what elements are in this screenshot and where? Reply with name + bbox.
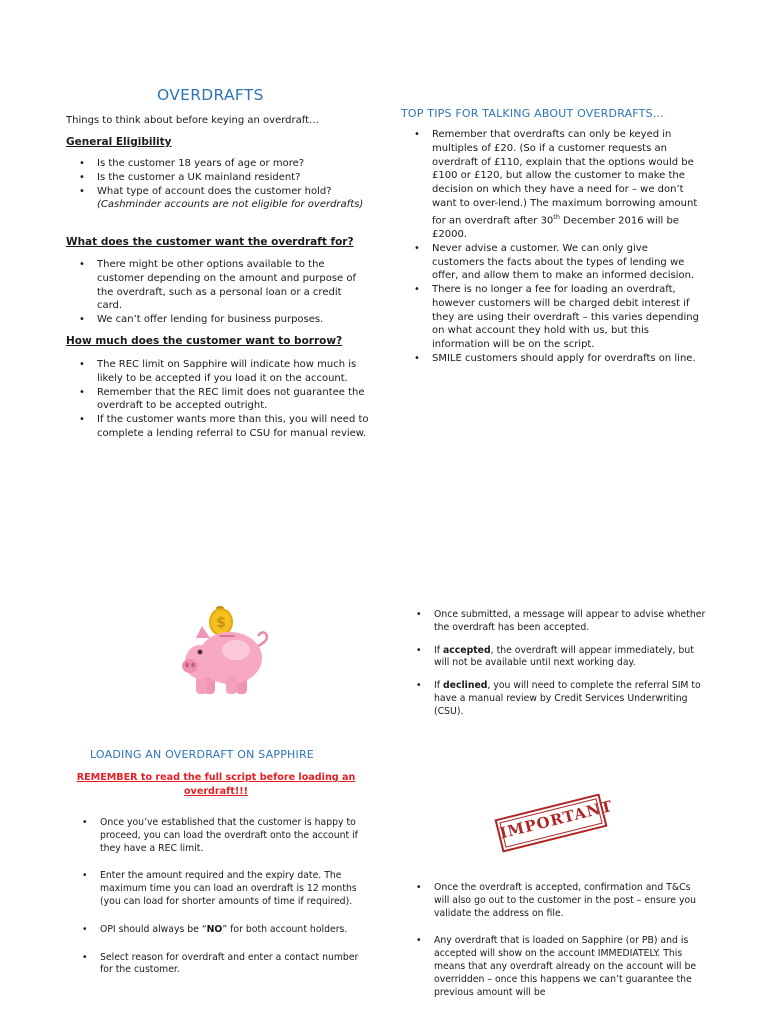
- general-eligibility-heading: General Eligibility: [66, 136, 172, 148]
- list-item: • There might be other options available to the customer depending on the amount and purpose of the overdraft, such as a personal loan or a credit card.: [66, 258, 366, 313]
- list-item: [410, 680, 706, 718]
- list-item: • Enter the amount required and the expiry date. The maximum time you can load an overdraft is 12 months (you can load for shorter amounts of time if required).: [76, 870, 372, 908]
- list-item: • Select reason for overdraft and enter a contact number for the customer.: [76, 952, 372, 978]
- accepted-bold: accepted: [442, 644, 491, 656]
- list-item: [76, 924, 372, 937]
- loading-steps-list: [76, 817, 372, 992]
- page-title: OVERDRAFTS: [157, 86, 264, 104]
- list-item-text: If: [434, 680, 443, 692]
- general-eligibility-list: [66, 157, 366, 212]
- list-item: • Never advise a customer. We can only give customers the facts about the types of lending we offer, and allow them to make an informed decision.: [401, 242, 701, 283]
- list-item: • We can’t offer lending for business purposes.: [66, 313, 366, 327]
- list-item: • Is the customer 18 years of age or more?: [66, 157, 366, 171]
- purpose-list: [66, 258, 366, 327]
- remember-warning: REMEMBER to read the full script before loading an overdraft!!!: [76, 772, 356, 797]
- loading-heading: LOADING AN OVERDRAFT ON SAPPHIRE: [90, 748, 314, 761]
- piggy-bank-icon: [176, 604, 274, 700]
- list-item: [401, 128, 701, 242]
- list-item: • The REC limit on Sapphire will indicate how much is likely to be accepted if you load it on the account.: [66, 358, 376, 386]
- list-item-text: If: [434, 644, 443, 656]
- list-item: • Once the overdraft is accepted, confirmation and T&Cs will also go out to the customer in the post – ensure you validate the address on file.: [410, 882, 706, 920]
- list-item: • Is the customer a UK mainland resident?: [66, 171, 366, 185]
- list-item: • Remember that the REC limit does not guarantee the overdraft to be accepted outright.: [66, 386, 376, 414]
- list-item: [66, 185, 366, 213]
- list-item: • If the customer wants more than this, you will need to complete a lending referral to CSU for manual review.: [66, 413, 376, 441]
- list-item-text: ” for both account holders.: [222, 923, 348, 935]
- after-submit-list: [410, 609, 706, 729]
- list-item-text: , the overdraft will appear immediately, but will not be available until next working day.: [434, 644, 694, 669]
- list-item: • SMILE customers should apply for overdrafts on line.: [401, 352, 701, 366]
- purpose-heading: What does the customer want the overdraft for?: [66, 236, 354, 248]
- tip-text-end: December 2016 will be £2000.: [432, 215, 680, 240]
- borrow-list: [66, 358, 376, 441]
- top-tips-list: [401, 128, 701, 366]
- list-item-text: , you will need to complete the referral SIM to have a manual review by Credit Services Underwriting (CSU).: [434, 680, 701, 717]
- important-stamp: IMPORTANT: [494, 793, 607, 852]
- list-item: • Once submitted, a message will appear to advise whether the overdraft has been accepted.: [410, 609, 706, 635]
- list-item: [410, 645, 706, 671]
- tip-superscript: th: [553, 212, 560, 221]
- list-item: • Once you’ve established that the customer is happy to proceed, you can load the overdraft onto the account if they have a REC limit.: [76, 817, 372, 855]
- declined-bold: declined: [442, 680, 488, 692]
- no-bold: NO: [206, 923, 223, 935]
- borrow-heading: How much does the customer want to borrow?: [66, 335, 343, 347]
- list-item-text: OPI should always be “: [100, 923, 207, 935]
- cashminder-note: (Cashminder accounts are not eligible for overdrafts): [97, 199, 364, 211]
- svg-text:$: $: [216, 615, 226, 631]
- list-item: • Any overdraft that is loaded on Sapphire (or PB) and is accepted will show on the account IMMEDIATELY. This means that any overdraft already on the account will be overridden – once this happens we can’t guarantee the previous amount will be: [410, 935, 706, 999]
- intro-text: Things to think about before keying an overdraft…: [66, 115, 320, 126]
- list-item-text: What type of account does the customer hold?: [97, 185, 332, 197]
- top-tips-heading: TOP TIPS FOR TALKING ABOUT OVERDRAFTS…: [401, 107, 664, 120]
- list-item: • There is no longer a fee for loading an overdraft, however customers will be charged debit interest if they are using their overdraft – this varies depending on what account they hold with us, but this information will be on the script.: [401, 283, 701, 352]
- tip-text: Remember that overdrafts can only be keyed in multiples of £20. (So if a customer requests an overdraft of £110, explain that the options would be £100 or £120, but allow the customer to make the decision on which they have a need for – we don’t want to over-lend.) The maximum borrowing amount for an overdraft after 30: [432, 129, 698, 227]
- important-list: [410, 882, 706, 1014]
